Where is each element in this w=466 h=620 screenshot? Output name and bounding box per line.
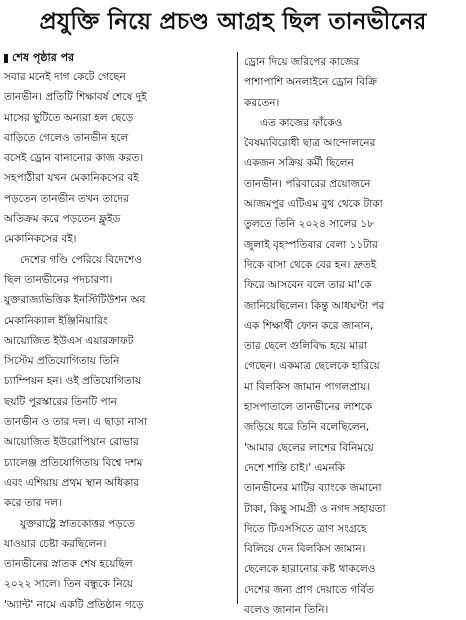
text-line: সিস্টেম প্রতিযোগিতায় তিনি [4, 355, 120, 368]
text-line: দেশের গণ্ডি পেরিয়ে বিদেশেও [20, 253, 143, 266]
text-line: ফিরে আসবেন বলে তার মা'কে [244, 279, 372, 292]
text-line: পড়তেন তানভীন তখন তাদের [4, 192, 129, 205]
text-line: মাসের ছুটিতে অন্যরা হল ছেড়ে [4, 111, 134, 124]
text-line: করতেন। [244, 96, 280, 109]
text-line: মেকানিক্যাল ইঞ্জিনিয়ারিং [4, 314, 108, 327]
text-line: গেছেন। একমাত্র ছেলেকে হারিয়ে [244, 360, 380, 373]
text-line: চ্যালেঞ্জ প্রতিযোগিতায় বিশ্বে দশম [4, 456, 143, 469]
text-line: আয়োজিত ইউরোপিয়ান রোভার [4, 436, 139, 449]
text-line: এত কাজের ফাঁকেও [260, 116, 343, 129]
text-line: দেশের জন্য প্রাণ দেয়াতে গর্বিত [244, 583, 374, 596]
continued-kicker: শেষ পৃষ্ঠার পর [4, 50, 232, 65]
text-line: একজন সক্রিয় কর্মী ছিলেন [244, 157, 354, 170]
right-column [244, 52, 462, 620]
text-line: দিকে বাসা থেকে বের হন। দ্রুতই [244, 258, 377, 271]
text-line: দিতে টিএসসিতে ত্রাণ সংগ্রহে [244, 522, 367, 535]
text-line: তানভীন ও তার দল। এ ছাড়া নাসা [4, 416, 148, 429]
text-line: মা বিলকিস জামান পাগলপ্রায়। [244, 380, 371, 393]
text-line: তানভীনের মাটির ব্যাংকে জমানো [244, 482, 382, 495]
text-line: এবং এশিয়ায় প্রথম স্থান অধিকার [4, 476, 140, 489]
text-line: পাশাপাশি অনলাইনে ড্রোন বিক্রি [244, 76, 377, 89]
text-line: হাসপাতালে তানভীনের লাশকে [244, 401, 373, 414]
text-line: বৈষম্যবিরোধী ছাত্র আন্দোলনের [244, 137, 376, 150]
text-line: তুলতে তিনি ২০২৪ সালের ১৮ [244, 218, 375, 231]
text-line: বসেই ড্রোন বানানোর কাজ করত। [4, 152, 144, 165]
text-line: আজমপুর এটিএম বুথ থেকে টাকা [244, 198, 383, 211]
text-line: বিলিয়ে দেন বিলকিস জামান। [244, 543, 366, 556]
text-line: জড়িয়ে ধরে তিনি বলেছিলেন, [244, 421, 370, 434]
headline: প্রযুক্তি নিয়ে প্রচণ্ড আগ্রহ ছিল তানভীনের [39, 9, 427, 35]
left-column-text [4, 67, 232, 615]
text-line: চ্যাম্পিয়ন হন। ওই প্রতিযোগিতায় [4, 375, 142, 388]
text-line: তানভীন। পরিবারের প্রয়োজনে [244, 177, 371, 190]
text-line: তানভীনের স্নাতক শেষ হয়েছিল [4, 558, 133, 571]
text-line: ২০২২ সালে। তিন বন্ধুকে নিয়ে [4, 578, 133, 591]
text-line: দেশে শান্তি চাই।' এমনকি [244, 461, 345, 474]
text-line: 'অ্যান্ট' নামে একটি প্রতিষ্ঠান গড়ে [4, 598, 144, 611]
text-line: ছয়টি পুরস্কারের তিনটি পান [4, 395, 117, 408]
text-line: তানভীন। প্রতিটি শিক্ষাবর্ষ শেষে দুই [4, 91, 147, 104]
text-line: ছেলেকে হারানোর কষ্ট থাকলেও [244, 563, 376, 576]
text-line: করে তার দল। [4, 497, 62, 510]
text-line: বলেও জানান তিনি। [244, 604, 329, 617]
column-divider [237, 52, 238, 604]
text-line: ছিল তানভীনের পদচারণা। [4, 273, 113, 286]
text-line: জুলাই বৃহস্পতিবার বেলা ১১টার [244, 238, 378, 251]
text-line: যুক্তরাজ্যভিত্তিক ইনস্টিটিউশন অব [4, 294, 146, 307]
text-line: টাকা, কিছু সামগ্রী ও নগদ সহায়তা [244, 502, 386, 515]
text-line: যুক্তরাষ্ট্রে স্নাতকোত্তর পড়তে [20, 517, 135, 530]
text-line: এক শিক্ষার্থী ফোন করে জানান, [244, 319, 374, 332]
text-line: সহপাঠীরা যখন মেকানিকসের বই [4, 172, 139, 185]
text-line: ড্রোন দিয়ে জরিপের কাজের [244, 56, 360, 68]
text-line: আয়োজিত ইউএস এয়ারক্রাফট [4, 334, 134, 347]
text-line: 'আমার ছেলের লাশের বিনিময়ে [244, 441, 374, 454]
text-line: যাওয়ার চেষ্টা করছিলেন। [4, 537, 107, 550]
text-line: তার ছেলে গুলিবিদ্ধ হয়ে মারা [244, 340, 368, 353]
text-line: বাড়িতে গেলেও তানভীন হলে [4, 131, 129, 144]
text-line: জানিয়েছিলেন। কিন্তু আধঘণ্টা পর [244, 299, 385, 312]
left-column [4, 50, 232, 615]
text-line: সবার মনেই দাগ কেটে গেছেন [4, 71, 126, 83]
text-line: অতিক্রম করে পড়তেন ফ্লুইড [4, 213, 121, 226]
right-column-text [244, 52, 462, 620]
text-line: মেকানিকসের বই। [4, 233, 77, 246]
